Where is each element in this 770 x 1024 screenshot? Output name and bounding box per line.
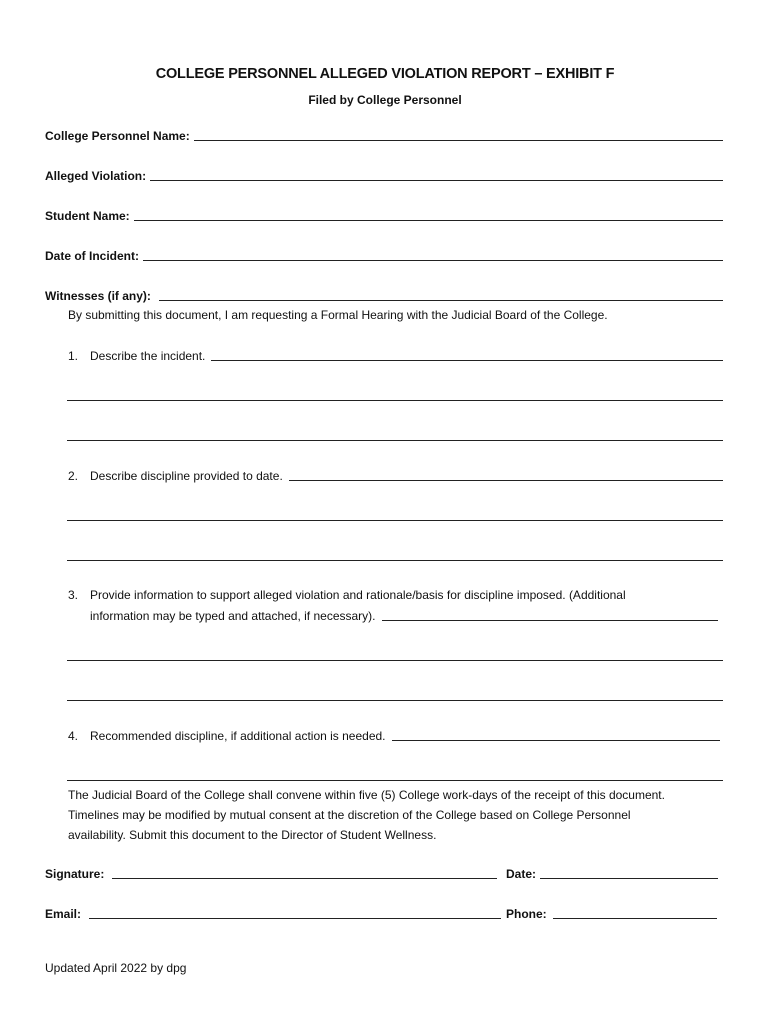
date-of-incident-label: Date of Incident: — [45, 249, 140, 263]
question-4-number: 4. — [68, 729, 79, 743]
question-4-text: Recommended discipline, if additional action is needed. — [90, 729, 386, 743]
signature-line[interactable] — [112, 866, 497, 879]
footer-note: Updated April 2022 by dpg — [45, 961, 187, 975]
signature-label: Signature: — [45, 867, 105, 881]
question-2[interactable] — [68, 468, 723, 483]
student-name-label: Student Name: — [45, 209, 130, 223]
question-4[interactable] — [68, 728, 720, 743]
personnel-name-label: College Personnel Name: — [45, 129, 190, 143]
question-3 — [68, 588, 723, 602]
alleged-violation-field[interactable] — [45, 168, 723, 183]
answer-line[interactable] — [67, 660, 723, 661]
question-3-text: Provide information to support alleged violation and rationale/basis for discipline imposed. (Additional — [90, 588, 626, 602]
student-name-line[interactable] — [134, 208, 723, 221]
date-of-incident-line[interactable] — [143, 248, 723, 261]
question-1-number: 1. — [68, 349, 79, 363]
answer-line[interactable] — [67, 700, 723, 701]
answer-line[interactable] — [67, 520, 723, 521]
question-3-line[interactable] — [382, 608, 719, 621]
question-2-text: Describe discipline provided to date. — [90, 469, 283, 483]
question-1-line[interactable] — [211, 348, 723, 361]
question-2-number: 2. — [68, 469, 79, 483]
answer-line[interactable] — [67, 560, 723, 561]
personnel-name-field[interactable] — [45, 128, 723, 143]
date-label: Date: — [506, 867, 537, 881]
answer-line[interactable] — [67, 440, 723, 441]
intro-statement: By submitting this document, I am requesting a Formal Hearing with the Judicial Board of the College. — [68, 308, 608, 322]
notice-paragraph — [68, 785, 665, 845]
question-1[interactable] — [68, 348, 723, 363]
answer-line[interactable] — [67, 400, 723, 401]
email-line[interactable] — [89, 906, 501, 919]
question-3-text-continued: information may be typed and attached, if necessary). — [90, 609, 376, 623]
witnesses-line[interactable] — [159, 288, 723, 301]
phone-field[interactable] — [506, 906, 717, 921]
witnesses-label: Witnesses (if any): — [45, 289, 151, 303]
question-3-continued[interactable] — [90, 608, 718, 623]
email-field[interactable] — [45, 906, 501, 921]
witnesses-field[interactable] — [45, 288, 723, 303]
notice-line-3: availability. Submit this document to the Director of Student Wellness. — [68, 828, 437, 842]
question-4-line[interactable] — [392, 728, 720, 741]
date-of-incident-field[interactable] — [45, 248, 723, 263]
notice-line-2: Timelines may be modified by mutual consent at the discretion of the College based on College Personnel — [68, 808, 631, 822]
document-title: COLLEGE PERSONNEL ALLEGED VIOLATION REPORT – EXHIBIT F — [155, 66, 615, 82]
student-name-field[interactable] — [45, 208, 723, 223]
question-3-number: 3. — [68, 588, 79, 602]
phone-label: Phone: — [506, 907, 547, 921]
document-subtitle: Filed by College Personnel — [308, 93, 462, 107]
email-label: Email: — [45, 907, 82, 921]
alleged-violation-label: Alleged Violation: — [45, 169, 147, 183]
date-line[interactable] — [540, 866, 718, 879]
alleged-violation-line[interactable] — [150, 168, 723, 181]
signature-field[interactable] — [45, 866, 497, 881]
personnel-name-line[interactable] — [194, 128, 723, 141]
phone-line[interactable] — [553, 906, 717, 919]
answer-line[interactable] — [67, 780, 723, 781]
date-field[interactable] — [506, 866, 718, 881]
notice-line-1: The Judicial Board of the College shall convene within five (5) College work-days of the receipt of this document. — [68, 788, 665, 802]
question-1-text: Describe the incident. — [90, 349, 206, 363]
question-2-line[interactable] — [289, 468, 723, 481]
